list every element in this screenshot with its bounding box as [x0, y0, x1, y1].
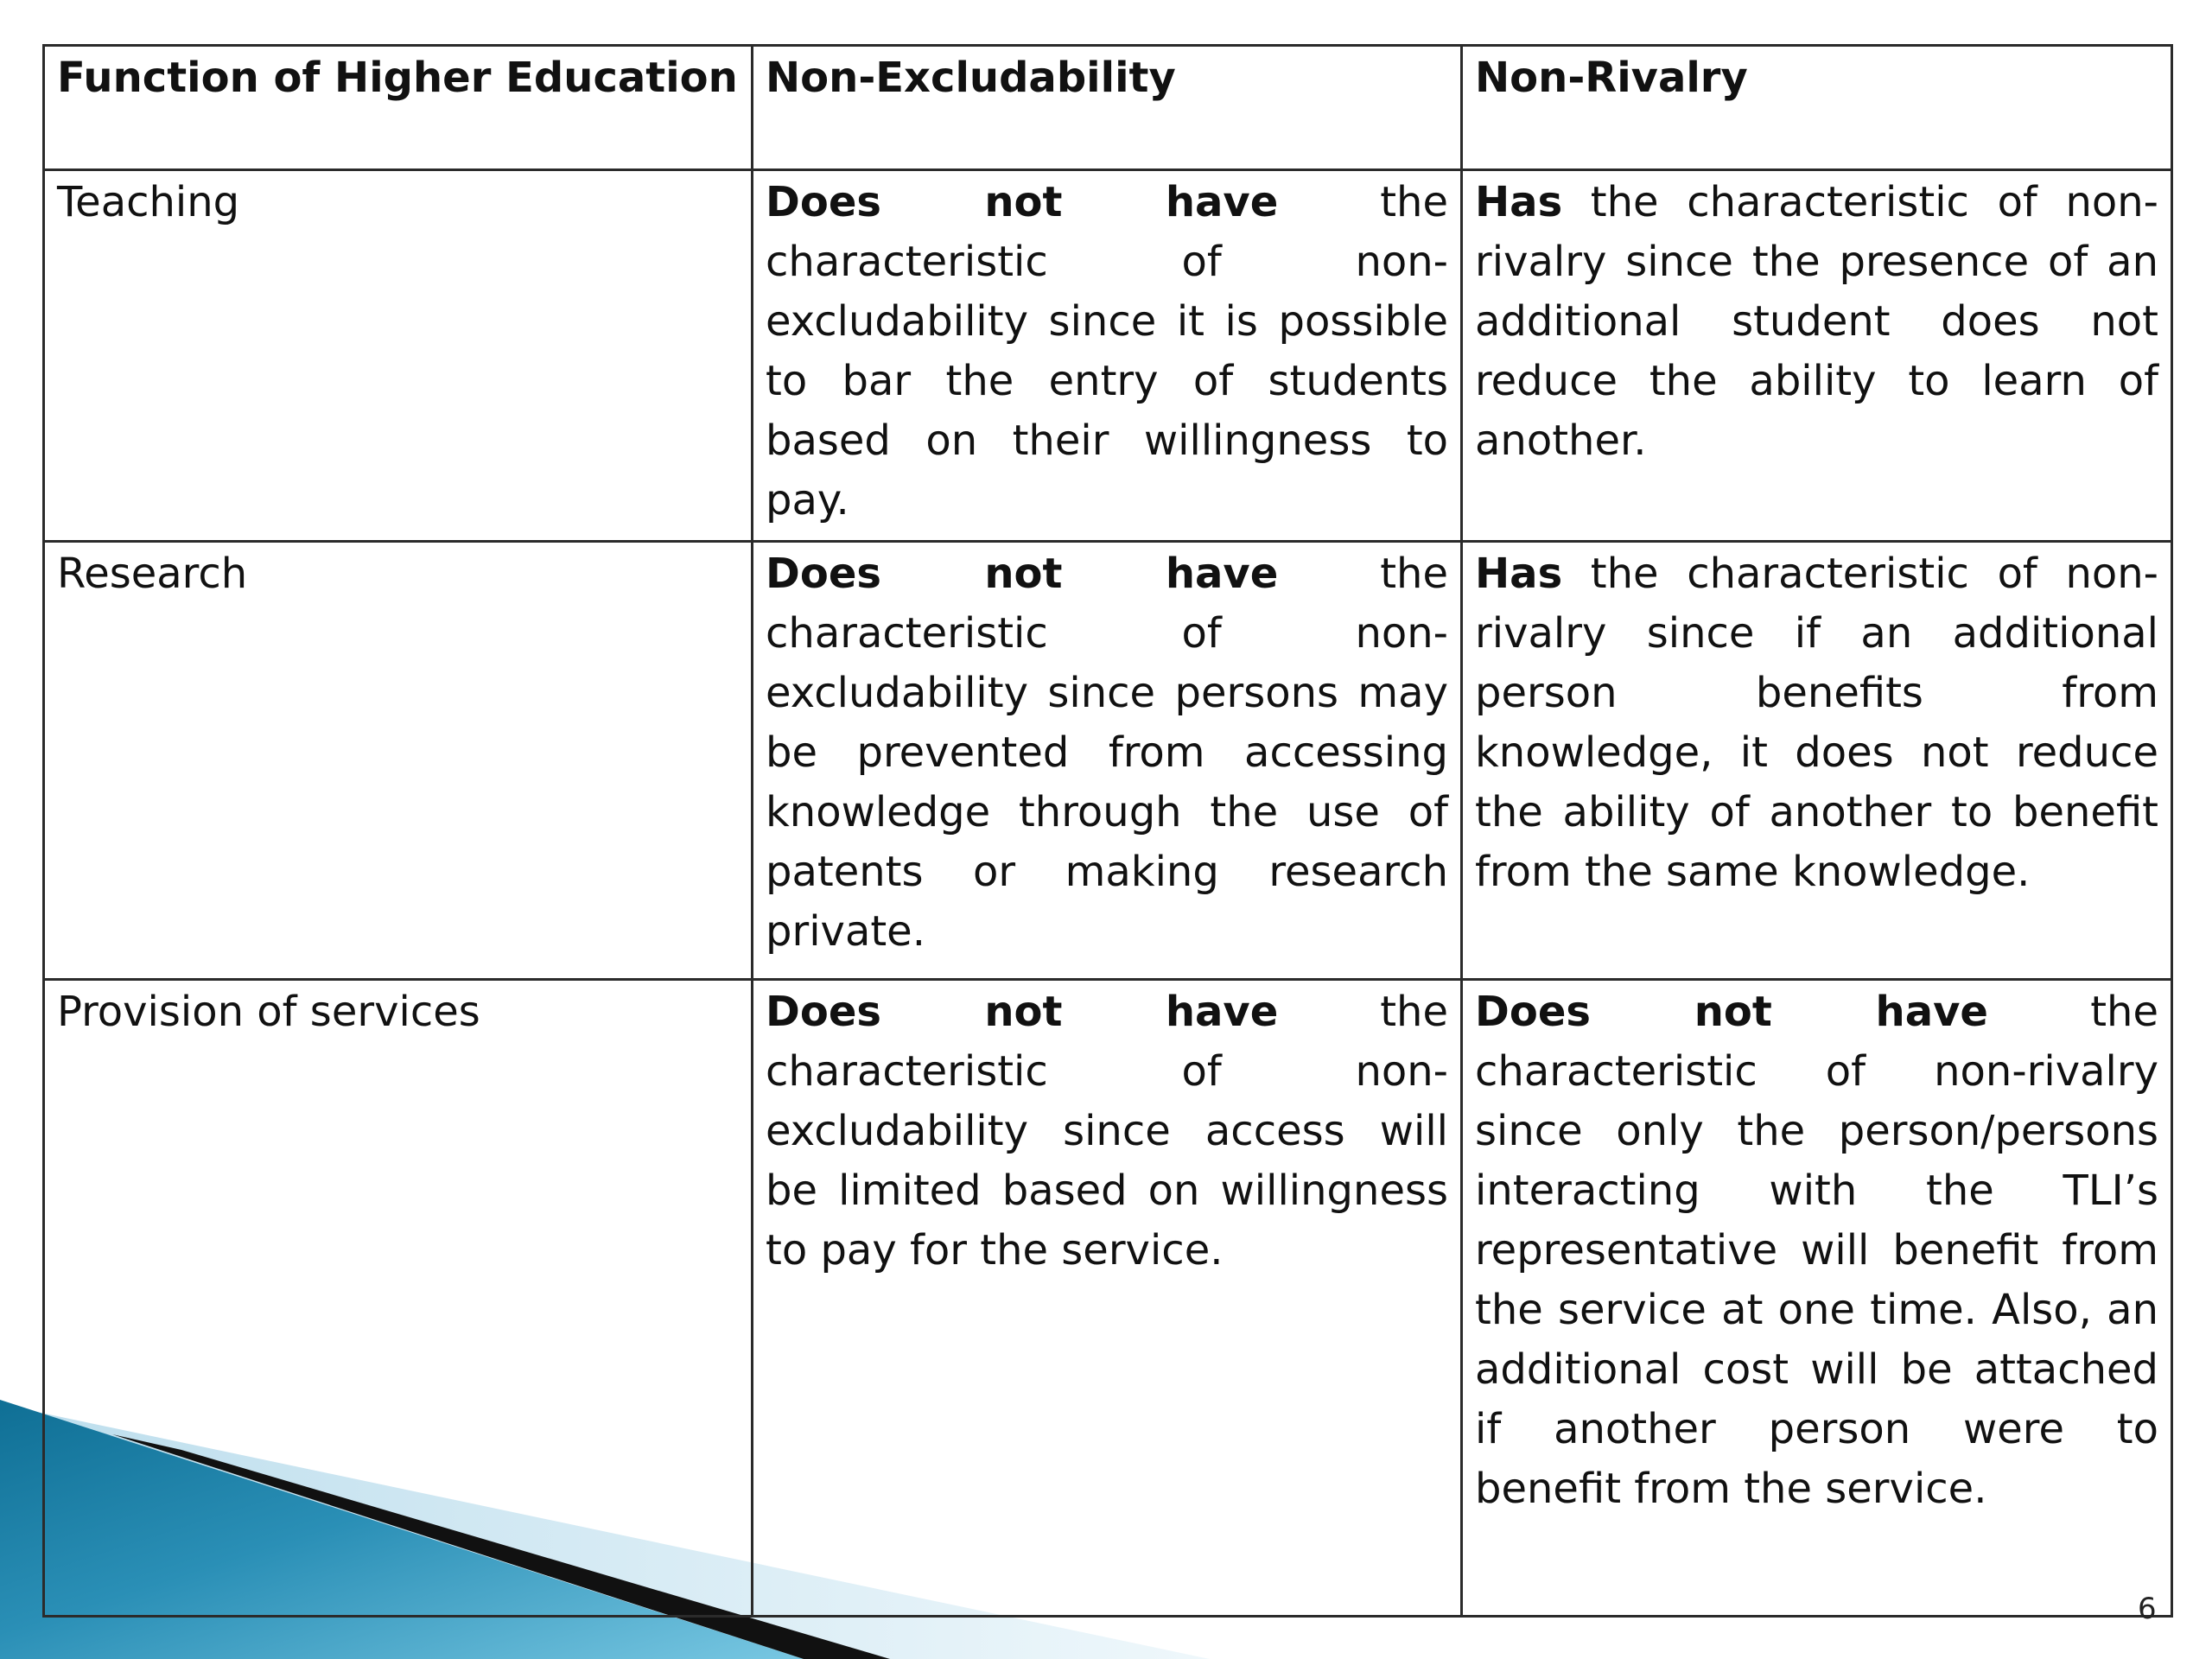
rivalry-teaching-text: the characteristic of non-rivalry since the presence of an additional student does not reduce the ability to learn of another.	[1475, 178, 2158, 465]
rivalry-teaching	[1462, 170, 2172, 542]
excludability-research-text: the characteristic of non-excludability since persons may be prevented from accessing knowledge through the use of patents or making research private.	[766, 550, 1448, 956]
header-function: Function of Higher Education	[44, 46, 753, 170]
header-row	[44, 46, 2172, 170]
comparison-table	[42, 44, 2173, 1618]
table-row-teaching	[44, 170, 2172, 542]
excludability-teaching-text: the characteristic of non-excludability since it is possible to bar the entry of students based on their willingness to pay.	[766, 178, 1448, 524]
excludability-research	[753, 542, 1462, 980]
function-provision-of-services: Provision of services	[44, 980, 753, 1617]
excludability-teaching	[753, 170, 1462, 542]
rivalry-research	[1462, 542, 2172, 980]
function-teaching: Teaching	[44, 170, 753, 542]
excludability-provision-text: the characteristic of non-excludability since access will be limited based on willingness to pay for the service.	[766, 988, 1448, 1274]
function-research: Research	[44, 542, 753, 980]
excludability-research-lead: Does not have	[766, 550, 1279, 598]
header-non-excludability: Non-Excludability	[753, 46, 1462, 170]
rivalry-provision-lead: Does not have	[1475, 988, 1988, 1036]
excludability-provision-lead: Does not have	[766, 988, 1279, 1036]
rivalry-research-text: the characteristic of non-rivalry since if an additional person benefits from knowledge, it does not reduce the ability of another to benefit from the same knowledge.	[1475, 550, 2158, 896]
rivalry-provision-text: the characteristic of non-rivalry since only the person/persons interacting with the TLI’s representative will benefit from the service at one time. Also, an additional cost will be attached if another person were to benefit from the service.	[1475, 988, 2158, 1513]
header-non-rivalry: Non-Rivalry	[1462, 46, 2172, 170]
table-row-research	[44, 542, 2172, 980]
rivalry-teaching-lead: Has	[1475, 178, 1563, 226]
excludability-provision-of-services	[753, 980, 1462, 1617]
rivalry-provision-of-services	[1462, 980, 2172, 1617]
page-number: 6	[2138, 1592, 2157, 1626]
table-row-provision-of-services	[44, 980, 2172, 1617]
excludability-teaching-lead: Does not have	[766, 178, 1279, 226]
rivalry-research-lead: Has	[1475, 550, 1563, 598]
